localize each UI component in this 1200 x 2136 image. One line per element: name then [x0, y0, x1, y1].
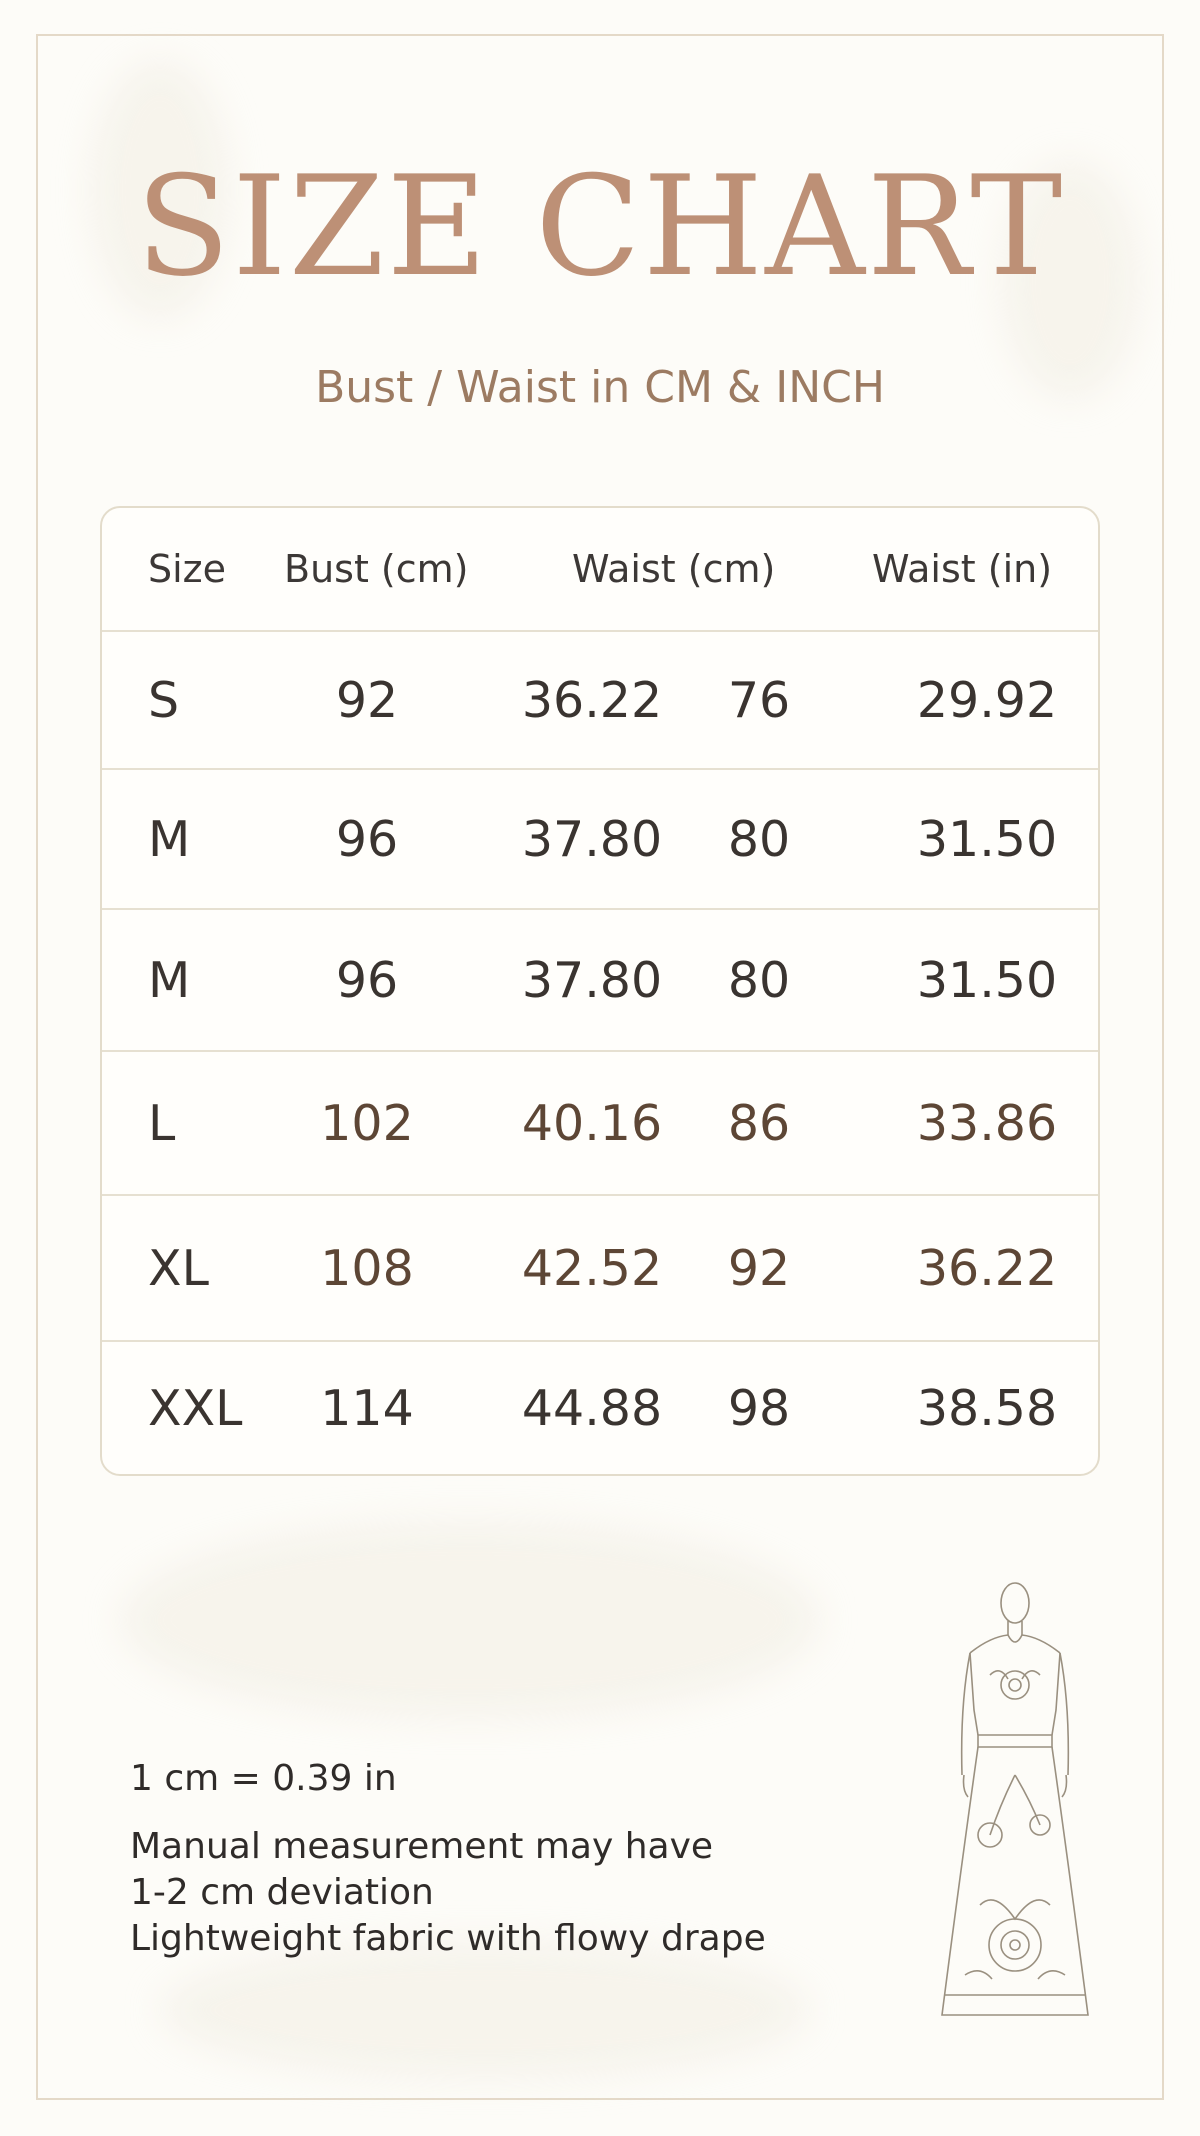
header-bust-cm: Bust (cm) [284, 547, 469, 591]
cell-value: 38.58 [916, 1379, 1058, 1437]
header-size: Size [148, 547, 227, 591]
cell-value: 40.16 [521, 1094, 663, 1152]
table-row [102, 770, 1098, 910]
cell-value: 44.88 [521, 1379, 663, 1437]
cell-value: 33.86 [916, 1094, 1058, 1152]
conversion-note: 1 cm = 0.39 in [130, 1758, 397, 1799]
cell-size: L [148, 1094, 176, 1152]
cell-bust: 96 [335, 951, 399, 1009]
cell-value: 37.80 [521, 951, 663, 1009]
cell-size: S [148, 671, 180, 729]
dress-mannequin-icon [920, 1575, 1110, 2035]
cell-bust: 108 [320, 1239, 414, 1297]
cell-size: M [148, 810, 191, 868]
size-table [100, 506, 1100, 1476]
table-row [102, 632, 1098, 770]
cell-bust: 96 [335, 810, 399, 868]
cell-bust: 92 [335, 671, 399, 729]
cell-value: 36.22 [521, 671, 663, 729]
cell-bust: 114 [320, 1379, 414, 1437]
note-line: Lightweight fabric with flowy drape [130, 1918, 766, 1959]
header-waist-cm: Waist (cm) [572, 547, 776, 591]
header-waist-in: Waist (in) [872, 547, 1053, 591]
cell-value: 92 [727, 1239, 791, 1297]
table-row [102, 1342, 1098, 1474]
cell-size: XXL [148, 1379, 243, 1437]
cell-value: 80 [727, 951, 791, 1009]
cell-value: 76 [727, 671, 791, 729]
table-header-row [102, 508, 1098, 632]
cell-value: 36.22 [916, 1239, 1058, 1297]
table-row [102, 910, 1098, 1052]
background-motif [120, 1520, 820, 1720]
page-title: SIZE CHART [135, 146, 1065, 307]
cell-bust: 102 [320, 1094, 414, 1152]
cell-size: XL [148, 1239, 209, 1297]
cell-value: 29.92 [916, 671, 1058, 729]
cell-value: 31.50 [916, 810, 1058, 868]
page-subtitle: Bust / Waist in CM & INCH [315, 362, 885, 413]
table-row [102, 1052, 1098, 1196]
note-line: Manual measurement may have [130, 1826, 714, 1867]
note-line: 1-2 cm deviation [130, 1872, 434, 1913]
cell-value: 37.80 [521, 810, 663, 868]
cell-value: 42.52 [521, 1239, 663, 1297]
cell-value: 80 [727, 810, 791, 868]
cell-value: 31.50 [916, 951, 1058, 1009]
cell-size: M [148, 951, 191, 1009]
cell-value: 86 [727, 1094, 791, 1152]
notes-block [130, 1756, 766, 1962]
table-row [102, 1196, 1098, 1342]
cell-value: 98 [727, 1379, 791, 1437]
